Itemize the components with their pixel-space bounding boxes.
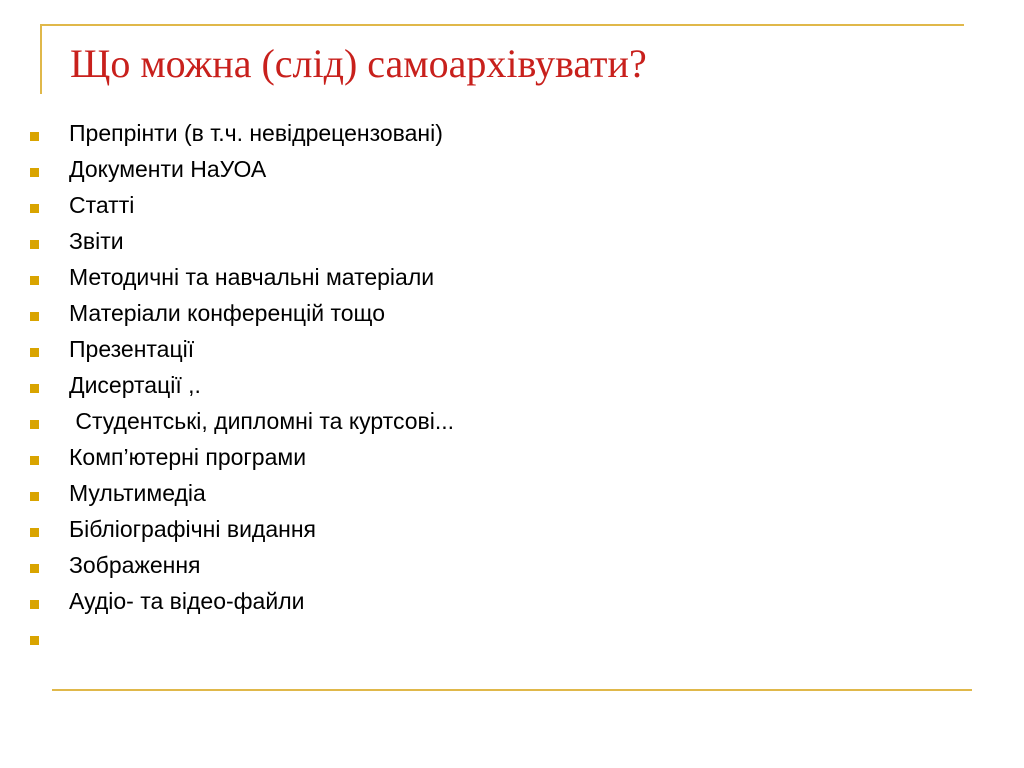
- square-bullet-icon: [30, 204, 39, 213]
- list-item: [0, 190, 1000, 226]
- list-item-text: Мультимедіа: [69, 480, 206, 506]
- list-item: [0, 154, 1000, 190]
- top-divider: [40, 24, 964, 26]
- list-item-text: Документи НаУОА: [69, 156, 267, 182]
- square-bullet-icon: [30, 528, 39, 537]
- list-item: [0, 226, 1000, 262]
- square-bullet-icon: [30, 420, 39, 429]
- list-item-text: Дисертації ,.: [69, 372, 201, 398]
- square-bullet-icon: [30, 456, 39, 465]
- list-item-text: Препрінти (в т.ч. невідрецензовані): [69, 120, 443, 146]
- square-bullet-icon: [30, 384, 39, 393]
- list-item-text: Аудіо- та відео-файли: [69, 588, 305, 614]
- list-item-text: Зображення: [69, 552, 201, 578]
- list-item: [0, 334, 1000, 370]
- list-item-text: Презентації: [69, 336, 195, 362]
- list-item: [0, 262, 1000, 298]
- list-item: [0, 550, 1000, 586]
- list-item: [0, 586, 1000, 622]
- list-item-text: Статті: [69, 192, 135, 218]
- list-item: [0, 442, 1000, 478]
- list-item: [0, 370, 1000, 406]
- left-divider: [40, 24, 42, 94]
- square-bullet-icon: [30, 276, 39, 285]
- square-bullet-icon: [30, 240, 39, 249]
- list-item: [0, 406, 1000, 442]
- bottom-divider: [52, 689, 972, 691]
- list-item: [0, 514, 1000, 550]
- list-item: [0, 118, 1000, 154]
- list-item-text: Методичні та навчальні матеріали: [69, 264, 435, 290]
- list-item-text: Комп’ютерні програми: [69, 444, 307, 470]
- square-bullet-icon: [30, 600, 39, 609]
- square-bullet-icon: [30, 168, 39, 177]
- list-item: [0, 478, 1000, 514]
- list-item-text: Студентські, дипломні та куртсові...: [69, 408, 454, 434]
- bullet-list: [0, 118, 1000, 658]
- list-item-text: Бібліографічні видання: [69, 516, 316, 542]
- square-bullet-icon: [30, 312, 39, 321]
- square-bullet-icon: [30, 348, 39, 357]
- square-bullet-icon: [30, 492, 39, 501]
- slide-title: Що можна (слід) самоархівувати?: [70, 41, 647, 86]
- square-bullet-icon: [30, 132, 39, 141]
- square-bullet-icon: [30, 636, 39, 645]
- square-bullet-icon: [30, 564, 39, 573]
- list-item: [0, 622, 1000, 658]
- list-item-text: Матеріали конференцій тощо: [69, 300, 385, 326]
- list-item: [0, 298, 1000, 334]
- list-item-text: Звіти: [69, 228, 124, 254]
